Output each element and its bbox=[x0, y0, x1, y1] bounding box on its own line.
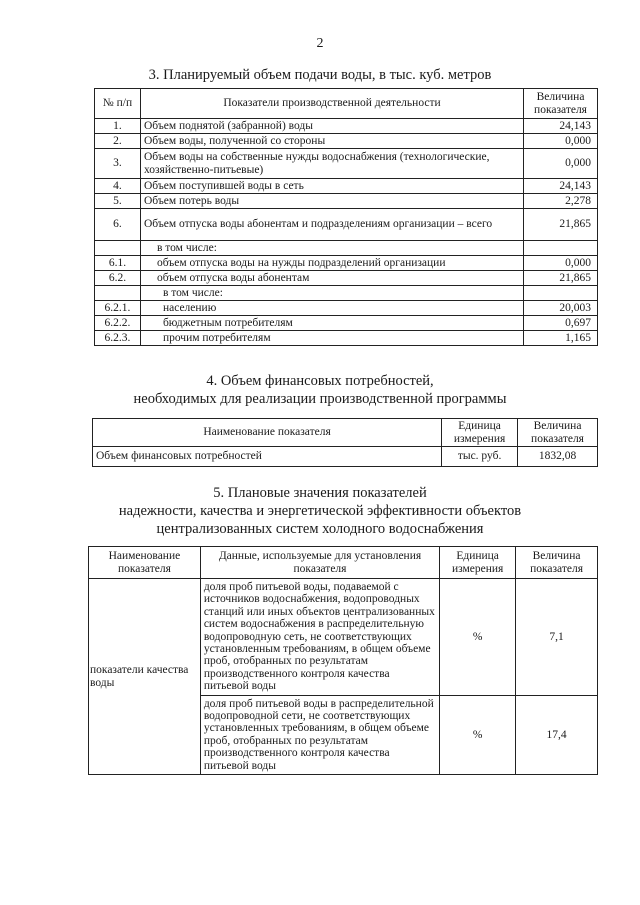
group-name: показатели качества воды bbox=[89, 579, 201, 775]
col-header-unit: Единица измерения bbox=[442, 419, 518, 447]
row-data: доля проб питьевой воды, подаваемой с источников водоснабжения, водопроводных станций или иных объектов централизованных систем водоснабжения в распределительную водопроводную сеть, не соответствующих установленным требованиям, в общем объеме проб, отобранных по результатам производственного контроля качества питьевой воды bbox=[200, 579, 439, 696]
col-header-value: Величина показателя bbox=[524, 89, 598, 119]
row-num: 6.2.2. bbox=[95, 316, 141, 331]
row-name: Объем воды на собственные нужды водоснабжения (технологические, хозяйственно-питьевые) bbox=[140, 149, 523, 179]
page-number: 2 bbox=[316, 36, 324, 51]
table-row bbox=[95, 134, 598, 149]
section4-title-line1: 4. Объем финансовых потребностей, bbox=[206, 373, 434, 389]
table-row bbox=[95, 286, 598, 301]
row-num: 6.2. bbox=[95, 271, 141, 286]
row-value: 24,143 bbox=[524, 179, 598, 194]
col-header-data: Данные, используемые для установления показателя bbox=[200, 547, 439, 579]
table-row bbox=[95, 149, 598, 179]
row-num: 4. bbox=[95, 179, 141, 194]
col-header-unit: Единица измерения bbox=[440, 547, 516, 579]
table-row bbox=[93, 447, 598, 467]
row-value: 0,000 bbox=[524, 149, 598, 179]
row-value: 1832,08 bbox=[518, 447, 598, 467]
row-value: 0,000 bbox=[524, 256, 598, 271]
row-data: доля проб питьевой воды в распределительной водопроводной сети, не соответствующих установленных требованиям, в общем объеме проб, отобранных по результатам производственного контроля качества питьевой воды bbox=[200, 695, 439, 774]
table-row bbox=[95, 241, 598, 256]
row-num bbox=[95, 286, 141, 301]
row-name: объем отпуска воды на нужды подразделений организации bbox=[140, 256, 523, 271]
table-row bbox=[95, 316, 598, 331]
row-name: объем отпуска воды абонентам bbox=[140, 271, 523, 286]
row-value: 2,278 bbox=[524, 194, 598, 209]
row-name: Объем финансовых потребностей bbox=[93, 447, 442, 467]
water-supply-table bbox=[94, 88, 598, 346]
row-name: Объем потерь воды bbox=[140, 194, 523, 209]
row-name: бюджетным потребителям bbox=[140, 316, 523, 331]
row-value: 24,143 bbox=[524, 119, 598, 134]
col-header-name: Наименование показателя bbox=[89, 547, 201, 579]
row-name: в том числе: bbox=[140, 286, 523, 301]
row-num: 6.1. bbox=[95, 256, 141, 271]
row-unit: % bbox=[440, 579, 516, 696]
row-name: Объем воды, полученной со стороны bbox=[140, 134, 523, 149]
table-row bbox=[95, 331, 598, 346]
row-unit: % bbox=[440, 695, 516, 774]
row-num: 6.2.1. bbox=[95, 301, 141, 316]
row-name: Объем отпуска воды абонентам и подразделениям организации – всего bbox=[140, 209, 523, 241]
row-value: 0,697 bbox=[524, 316, 598, 331]
row-value: 0,000 bbox=[524, 134, 598, 149]
col-header-num: № п/п bbox=[95, 89, 141, 119]
row-name: в том числе: bbox=[140, 241, 523, 256]
table-row bbox=[95, 256, 598, 271]
col-header-value: Величина показателя bbox=[518, 419, 598, 447]
row-num bbox=[95, 241, 141, 256]
row-value: 21,865 bbox=[524, 271, 598, 286]
row-value: 21,865 bbox=[524, 209, 598, 241]
row-name: населению bbox=[140, 301, 523, 316]
section4-title-line2: необходимых для реализации производственной программы bbox=[133, 391, 507, 407]
row-name: Объем поступившей воды в сеть bbox=[140, 179, 523, 194]
row-num: 6.2.3. bbox=[95, 331, 141, 346]
table-row bbox=[95, 119, 598, 134]
row-name: Объем поднятой (забранной) воды bbox=[140, 119, 523, 134]
row-value: 7,1 bbox=[516, 579, 598, 696]
financial-needs-table bbox=[92, 418, 598, 467]
row-num: 2. bbox=[95, 134, 141, 149]
table-row bbox=[95, 301, 598, 316]
row-name: прочим потребителям bbox=[140, 331, 523, 346]
row-value: 20,003 bbox=[524, 301, 598, 316]
col-header-name: Показатели производственной деятельности bbox=[140, 89, 523, 119]
row-value: 17,4 bbox=[516, 695, 598, 774]
row-num: 1. bbox=[95, 119, 141, 134]
row-value bbox=[524, 241, 598, 256]
table-row bbox=[95, 271, 598, 286]
row-num: 6. bbox=[95, 209, 141, 241]
section5-title-line2: надежности, качества и энергетической эффективности объектов bbox=[118, 503, 522, 519]
row-value: 1,165 bbox=[524, 331, 598, 346]
row-num: 3. bbox=[95, 149, 141, 179]
row-value bbox=[524, 286, 598, 301]
quality-indicators-table bbox=[88, 546, 598, 775]
section5-title-line3: централизованных систем холодного водоснабжения bbox=[156, 521, 484, 537]
table-row bbox=[95, 194, 598, 209]
col-header-name: Наименование показателя bbox=[93, 419, 442, 447]
section5-title-line1: 5. Плановые значения показателей bbox=[213, 485, 427, 501]
row-unit: тыс. руб. bbox=[442, 447, 518, 467]
section3-title: 3. Планируемый объем подачи воды, в тыс. куб. метров bbox=[148, 67, 492, 83]
row-num: 5. bbox=[95, 194, 141, 209]
col-header-value: Величина показателя bbox=[516, 547, 598, 579]
table-row bbox=[89, 579, 598, 696]
table-row bbox=[95, 179, 598, 194]
table-row bbox=[95, 209, 598, 241]
